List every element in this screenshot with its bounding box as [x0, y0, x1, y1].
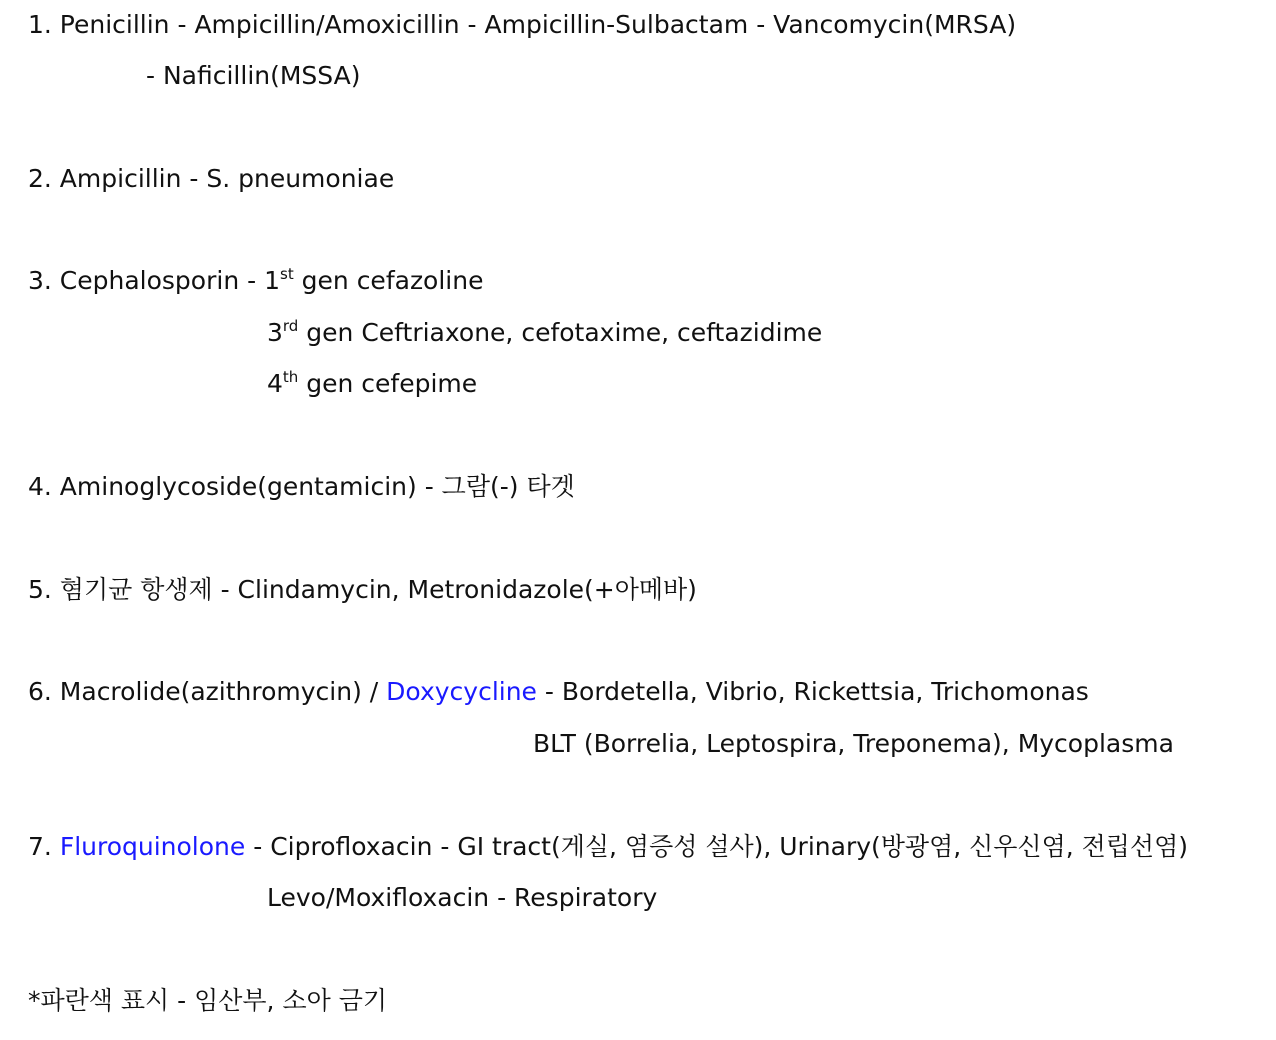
item-3b-rest: gen Ceftriaxone, cefotaxime, ceftazidime	[298, 318, 823, 347]
item-7-fluroquinolone-highlight: Fluroquinolone	[59, 832, 246, 861]
item-6-macrolide	[28, 677, 1089, 707]
item-4-aminoglycoside	[28, 472, 575, 502]
item-3-rest: gen cefazoline	[293, 266, 484, 295]
item-3c-prefix: 4	[267, 369, 283, 398]
item-5-anaerobe	[28, 575, 697, 605]
item-5-text: 5. 혐기균 항생제 - Clindamycin, Metronidazole(+아메바)	[28, 575, 697, 604]
item-7-continuation	[267, 883, 657, 913]
item-6-text-b: - Bordetella, Vibrio, Rickettsia, Trichomonas	[536, 677, 1089, 706]
item-1b-text: - Naficillin(MSSA)	[146, 61, 361, 90]
item-3-superscript: st	[280, 265, 294, 283]
item-6-doxycycline-highlight: Doxycycline	[386, 677, 537, 706]
item-7-fluroquinolone	[28, 832, 1188, 862]
item-3-prefix: 3. Cephalosporin - 1	[28, 266, 280, 295]
item-3c-superscript: th	[282, 368, 299, 386]
item-2-text: 2. Ampicillin - S. pneumoniae	[28, 164, 395, 193]
item-1-text: 1. Penicillin - Ampicillin/Amoxicillin - Ampicillin-Sulbactam - Vancomycin(MRSA)	[28, 10, 1017, 39]
item-7b-text: Levo/Moxifloxacin - Respiratory	[267, 883, 658, 912]
item-6-text-a: 6. Macrolide(azithromycin) /	[28, 677, 387, 706]
item-7-text-b: - Ciprofloxacin - GI tract(게실, 염증성 설사), Urinary(방광염, 신우신염, 전립선염)	[245, 832, 1188, 861]
item-3-third-gen	[267, 318, 822, 348]
item-3b-prefix: 3	[267, 318, 283, 347]
item-4-text: 4. Aminoglycoside(gentamicin) - 그람(-) 타겟	[28, 472, 575, 501]
item-6-continuation	[533, 729, 1174, 759]
item-3-cephalosporin	[28, 266, 483, 296]
item-7-text-a: 7.	[28, 832, 60, 861]
item-1-penicillin	[28, 10, 1016, 40]
footnote	[28, 986, 387, 1016]
item-6b-text: BLT (Borrelia, Leptospira, Treponema), Mycoplasma	[533, 729, 1174, 758]
item-1-continuation	[146, 61, 361, 91]
item-2-ampicillin	[28, 164, 394, 194]
footnote-text: *파란색 표시 - 임산부, 소아 금기	[28, 986, 388, 1015]
item-3-fourth-gen	[267, 369, 477, 399]
item-3c-rest: gen cefepime	[298, 369, 478, 398]
item-3b-superscript: rd	[282, 317, 299, 335]
